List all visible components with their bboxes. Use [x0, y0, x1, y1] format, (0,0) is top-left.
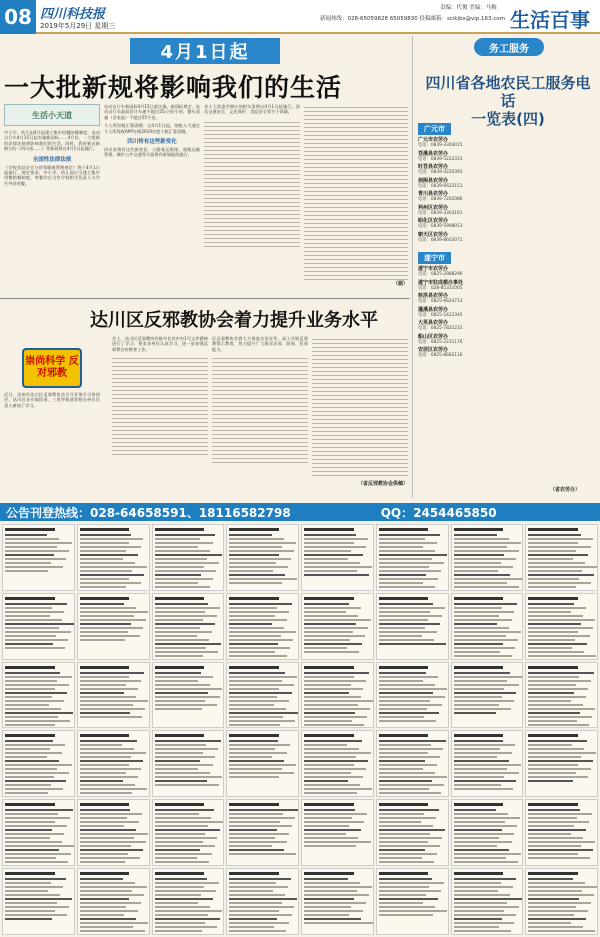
office-entry: [418, 218, 598, 230]
feature-para-4: 个人所得税汇算清缴：自4月1日起，纳税人可通过个人所得税APP办理2019年度个税汇算清缴。: [104, 123, 200, 134]
office-entry: [418, 232, 598, 244]
services-title-line1: 四川省各地农民工服务电话: [425, 74, 591, 110]
ad-notice: [451, 730, 524, 797]
ad-notice: [301, 524, 374, 591]
city-tag: 广元市: [418, 123, 451, 135]
office-name: 遂宁市驻成都办事处: [418, 279, 464, 286]
office-tel: 电话：028-85321005: [418, 285, 463, 291]
office-name: 射洪县农劳办: [418, 293, 449, 299]
office-entry: [418, 164, 598, 176]
ad-notice: [2, 524, 75, 591]
office-name: 旺苍县农劳办: [418, 164, 449, 170]
feature-para-2: 《学校食品安全与营养健康管理规定》将于4月1日起施行，规定要求，中小学、幼儿园应当建立集中用餐陪餐制度，每餐均应当有学校相关负责人与学生共同用餐。: [4, 164, 100, 186]
office-tel: 电话：0839-3304015: [418, 143, 463, 148]
office-entry: [418, 334, 598, 346]
page-number: 08: [0, 0, 36, 34]
office-name: 青川县农劳办: [418, 191, 449, 197]
office-tel: 电话：0825-6624713: [418, 299, 463, 304]
feature-para-3: 电动自行车新国标4月15日起实施。新国标规定，电动自行车最高设计车速不超过25公里/小时，整车质量（含电池）不超过55千克。: [104, 104, 200, 120]
ad-hotline-bar: [0, 503, 600, 521]
ad-notice: [226, 799, 299, 866]
ad-notice: [152, 524, 225, 591]
services-title-line2: 一览表(四): [471, 110, 545, 128]
ad-qq: QQ：2454465850: [380, 505, 497, 520]
office-tel: 电话：0825-5422345: [418, 312, 463, 318]
ad-notice: [451, 868, 524, 935]
ad-notice: [376, 730, 449, 797]
article2-headline: 达川区反邪教协会着力提升业务水平: [90, 310, 378, 331]
office-name: 安居区农劳办: [418, 347, 449, 353]
office-entry: [418, 137, 598, 149]
ad-hotline: 公告刊登热线：028-64658591、18116582798: [6, 505, 291, 520]
office-tel: 电话：0825-2988296: [418, 272, 463, 277]
contact-line: 新闻热线：028-65059828 65059830 投稿邮箱：scikjbs@vip.163.com: [320, 16, 505, 22]
office-name: 昭化区农劳办: [418, 218, 449, 224]
ad-notice: [301, 730, 374, 797]
column-logo: 生活小天道: [4, 104, 100, 126]
ad-notice: [301, 799, 374, 866]
office-tel: 电话：0839-4220393: [418, 170, 463, 175]
office-name: 剑阁县农劳办: [418, 177, 449, 184]
paper-logo: 四川科技报: [40, 7, 106, 22]
office-tel: 电话：0825-2231176: [418, 339, 463, 345]
office-tel: 电话：0825-7821231: [418, 326, 463, 331]
office-name: 朝天区农劳办: [418, 231, 449, 238]
ad-notice: [77, 593, 150, 660]
ad-notice: [451, 662, 524, 729]
ad-notice: [226, 868, 299, 935]
services-list: [418, 116, 598, 494]
ad-notice: [2, 799, 75, 866]
article2-col-2: [112, 336, 208, 486]
office-tel: 电话：0839-8602071: [418, 237, 463, 243]
feature-col-3-filler: [204, 119, 300, 249]
office-tel: 电话：0839-7202086: [418, 197, 463, 202]
office-name: 遂宁市农劳办: [418, 266, 449, 272]
office-tel: 电话：0839-5998053: [418, 224, 463, 229]
feature-banner: 4月1日起: [130, 38, 280, 64]
article2-col-3: [212, 336, 308, 486]
article2-para-1: 近日，达州市达川区反邪教协会召开业务学习培训会，达川区各乡镇街道、三里坪街道等相关单位负责人参加了学习。: [4, 392, 100, 408]
feature-para-1: 中小学、幼儿园4月起建立集中用餐陪餐制度，电动自行车4月15日起实施新国标……4月份，一大批新的法律法规将影响我们的生活。同时，我省新近新修订的《四川省……》等新规将自4月1日起施行。: [4, 130, 100, 152]
feature-subhead-2: 四川将有这些新变化: [127, 139, 177, 146]
feature-col-3: [204, 104, 300, 294]
ad-notice: [226, 730, 299, 797]
ad-notice: [2, 662, 75, 729]
ad-notice: [77, 730, 150, 797]
ad-notice: [301, 593, 374, 660]
ad-notice: [451, 524, 524, 591]
editors-line: 责编：代俊 美编：马梅: [440, 5, 497, 11]
feature-source: （据）: [392, 281, 408, 287]
office-entry: [418, 266, 598, 278]
office-name: 苍溪县农劳办: [418, 150, 449, 157]
section-title: 生活百事: [510, 8, 590, 32]
ad-notice: [376, 868, 449, 935]
article2-source: （省反邪教协会供稿）: [357, 481, 408, 487]
office-name: 广元市农劳办: [418, 137, 449, 143]
ad-notice: [525, 730, 598, 797]
office-name: 蓬溪县农劳办: [418, 306, 449, 313]
ad-notice: [525, 868, 598, 935]
ad-notice: [77, 799, 150, 866]
office-entry: [418, 205, 598, 217]
services-source: （省农劳办）: [550, 487, 581, 493]
feature-para-5: 四川省将有这些新变化：公路客运班线、道路运输管理、城市公共交通等方面将有新规陆续施行。: [104, 147, 200, 158]
ad-notice: [451, 593, 524, 660]
ad-notice: [376, 799, 449, 866]
office-entry: [418, 151, 598, 163]
ad-notice: [2, 730, 75, 797]
office-name: 大英县农劳办: [418, 320, 449, 326]
services-badge: 务工服务: [474, 38, 544, 56]
office-name: 船山区农劳办: [418, 333, 449, 340]
ad-notice: [152, 799, 225, 866]
office-entry: [418, 320, 598, 332]
office-tel: 电话：0839-6622151: [418, 183, 463, 189]
ad-notice: [525, 524, 598, 591]
ad-notice: [376, 593, 449, 660]
ad-notice: [77, 662, 150, 729]
ad-notice: [451, 799, 524, 866]
classified-ads-grid: [0, 522, 600, 937]
anti-cult-badge: 崇尚科学 反对邪教: [22, 348, 82, 388]
ad-notice: [525, 662, 598, 729]
office-tel: 电话：0839-3303161: [418, 210, 463, 216]
office-name: 利州区农劳办: [418, 204, 449, 211]
ad-notice: [525, 593, 598, 660]
ad-notice: [152, 662, 225, 729]
ad-notice: [525, 799, 598, 866]
office-tel: 电话：0839-5222331: [418, 156, 463, 162]
feature-col-2: [104, 104, 200, 294]
office-entry: [418, 280, 598, 292]
feature-subhead-1: 全国性法律法规: [32, 156, 72, 163]
city-tag: 遂宁市: [418, 252, 451, 264]
office-entry: [418, 178, 598, 190]
article2-para-3: 区反邪教协会将大力推进法治宣传，深入开展反邪教警示教育，努力提升广大群众识邪、防邪、拒邪能力。: [212, 336, 308, 352]
ad-notice: [2, 593, 75, 660]
office-entry: [418, 347, 598, 359]
feature-headline: 一大批新规将影响我们的生活: [4, 73, 343, 102]
ad-notice: [376, 662, 449, 729]
ad-notice: [2, 868, 75, 935]
office-tel: 电话：0825-8682116: [418, 353, 463, 358]
ad-notice: [77, 524, 150, 591]
article2-col-1: [4, 392, 100, 408]
ad-notice: [226, 593, 299, 660]
ad-notice: [226, 662, 299, 729]
article2-para-2: 会上，达川区反邪教协会秘书长对中央1号文件精神进行了学习，要求各单位认真学习，进一步加强反邪教宣传教育工作。: [112, 336, 208, 352]
office-entry: [418, 307, 598, 319]
article2-col-4: [312, 336, 408, 496]
ad-notice: [301, 868, 374, 935]
ad-notice: [77, 868, 150, 935]
ad-notice: [152, 868, 225, 935]
feature-col-1: [4, 104, 100, 294]
feature-para-6: 省人大常委会修订的相关条例自4月1日起施行，涉及交通安全、文化保护、食品安全等多个领域。: [204, 104, 300, 115]
feature-col-4: [304, 104, 408, 294]
page-header: [0, 0, 600, 34]
ad-notice: [376, 524, 449, 591]
ad-notice: [301, 662, 374, 729]
ad-notice: [152, 593, 225, 660]
issue-date: 2019年5月29日 星期三: [40, 22, 116, 30]
office-entry: [418, 293, 598, 305]
ad-notice: [152, 730, 225, 797]
office-entry: [418, 191, 598, 203]
ad-notice: [226, 524, 299, 591]
